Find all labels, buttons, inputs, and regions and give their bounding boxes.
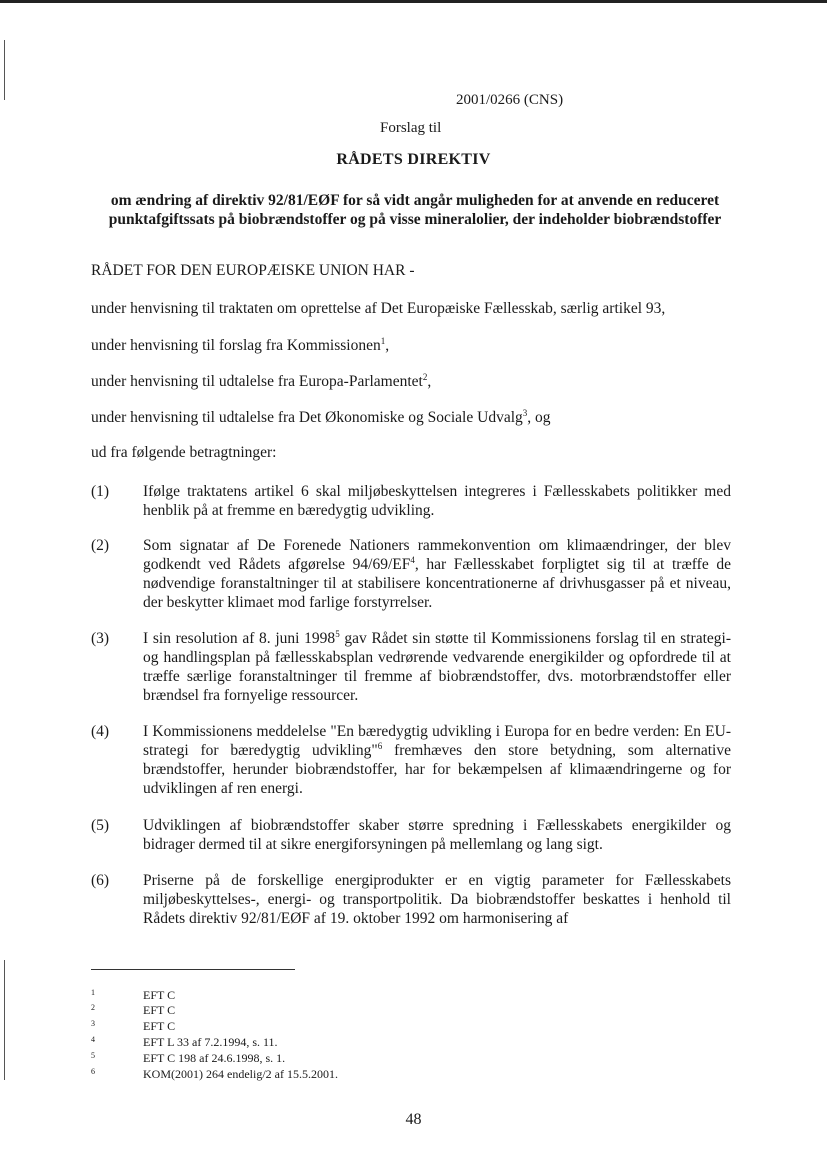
recital-text: I sin resolution af 8. juni 1998$^5$ gav Rådet sin støtte til Kommissionens forslag til en strategi- og handlingsplan på fællesskabsplan vedrørende vedvarende energikilder og opfordrede til at træffe særlige foranstaltninger til fremme af biobrændstoffer, dvs. motorbrændstoffer eller brændsel fra fornyelige ressourcer. [143,628,732,704]
scan-left-mark [4,960,5,1080]
page-number: 48 [405,1111,422,1128]
citation-5: ud fra følgende betragtninger: [91,444,277,461]
scan-top-border [0,0,827,3]
citation-2: under henvisning til forslag fra Kommissionen$^1$, [91,335,390,354]
recital-text: Priserne på de forskellige energiprodukter er en vigtig parameter for Fællesskabets miljøbeskyttelses-, energi- og transportpolitik. Da biobrændstoffer beskattes i henhold til Rådets direktiv 92/81/EØF af 19. oktober 1992 om harmonisering af [143,872,731,927]
footnote-ref: 1 [380,335,386,346]
recital-2 [91,536,731,612]
recital-text: I Kommissionens meddelelse "En bæredygtig udvikling i Europa for en bedre verden: En EU-strategi for bæredygtig udvikling"$^6$ fremhæves den store betydning, som alternative brændstoffer, herunder biobrændstoffer, har for bekæmpelsen af klimaændringerne og for udviklingen af ren energi. [143,723,731,797]
recital-text: Som signatar af De Forenede Nationers rammekonvention om klimaændringer, der blev godkendt ved Rådets afgørelse $94/69/EF^4$, har Fællesskabet forpligtet sig til at træffe de nødvendige foranstaltninger til at stabilisere koncentrationerne af drivhusgasser på et niveau, der beskytter klimaet mod farlige forstyrrelser. [143,537,731,611]
footnote-ref: 4 [410,554,415,565]
recital-text: Ifølge traktatens artikel 6 skal miljøbeskyttelsen integreres i Fællesskabets politikker med henblik på at fremme en bæredygtig udvikling. [143,483,731,519]
citation-1: under henvisning til traktaten om oprettelse af Det Europæiske Fællesskab, særlig artikel 93, [91,300,666,317]
scan-left-mark [4,40,5,100]
recital-number: (6) [91,872,110,889]
footnote-separator [91,969,295,970]
recital-number: (1) [91,483,110,500]
recital-number: (2) [91,537,110,554]
proposal-label: Forslag til [380,120,442,136]
recital-4 [91,722,731,798]
citation-4: under henvisning til udtalelse fra Det Økonomiske og Sociale Udvalg$^3$, og [91,407,551,426]
footnote-6: 6 KOM(2001) 264 endelig/2 af 15.5.2001. [91,1067,338,1081]
council-heading: RÅDET FOR DEN EUROPÆISKE UNION HAR - [91,262,415,279]
recital-number: (4) [91,723,110,740]
recital-number: (5) [91,817,110,834]
recital-6 [91,871,731,928]
citation-3: under henvisning til udtalelse fra Europa-Parlamentet$^2$, [91,371,432,390]
footnote-1: 1 EFT C [91,988,176,1002]
footnote-ref: 6 [377,740,383,751]
recital-text: Udviklingen af biobrændstoffer skaber større spredning i Fællesskabets energikilder og bidrager dermed til at sikre energiforsyningen på mellemlang og lang sigt. [143,817,731,853]
recital-number: (3) [91,630,110,647]
recital-1 [91,482,731,520]
footnote-ref: 3 [522,407,528,418]
recital-3 [91,629,731,705]
document-reference: 2001/0266 (CNS) [456,92,564,108]
footnote-2: 2 EFT C [91,1003,176,1017]
footnote-5: 5 EFT C 198 af 24.6.1998, s. 1. [91,1051,286,1065]
footnote-3: 3 EFT C [91,1019,176,1033]
recital-5 [91,816,731,854]
footnote-4: 4 EFT L 33 af 7.2.1994, s. 11. [91,1035,278,1049]
document-subject: om ændring af direktiv 92/81/EØF for så vidt angår muligheden for at anvende en reduceret punktafgiftssats på biobrændstoffer og på visse mineralolier, der indeholder biobrændstoffer [108,192,722,228]
footnote-ref: 5 [335,628,340,639]
document-title: RÅDETS DIREKTIV [336,151,491,168]
footnote-ref: 2 [422,371,428,382]
